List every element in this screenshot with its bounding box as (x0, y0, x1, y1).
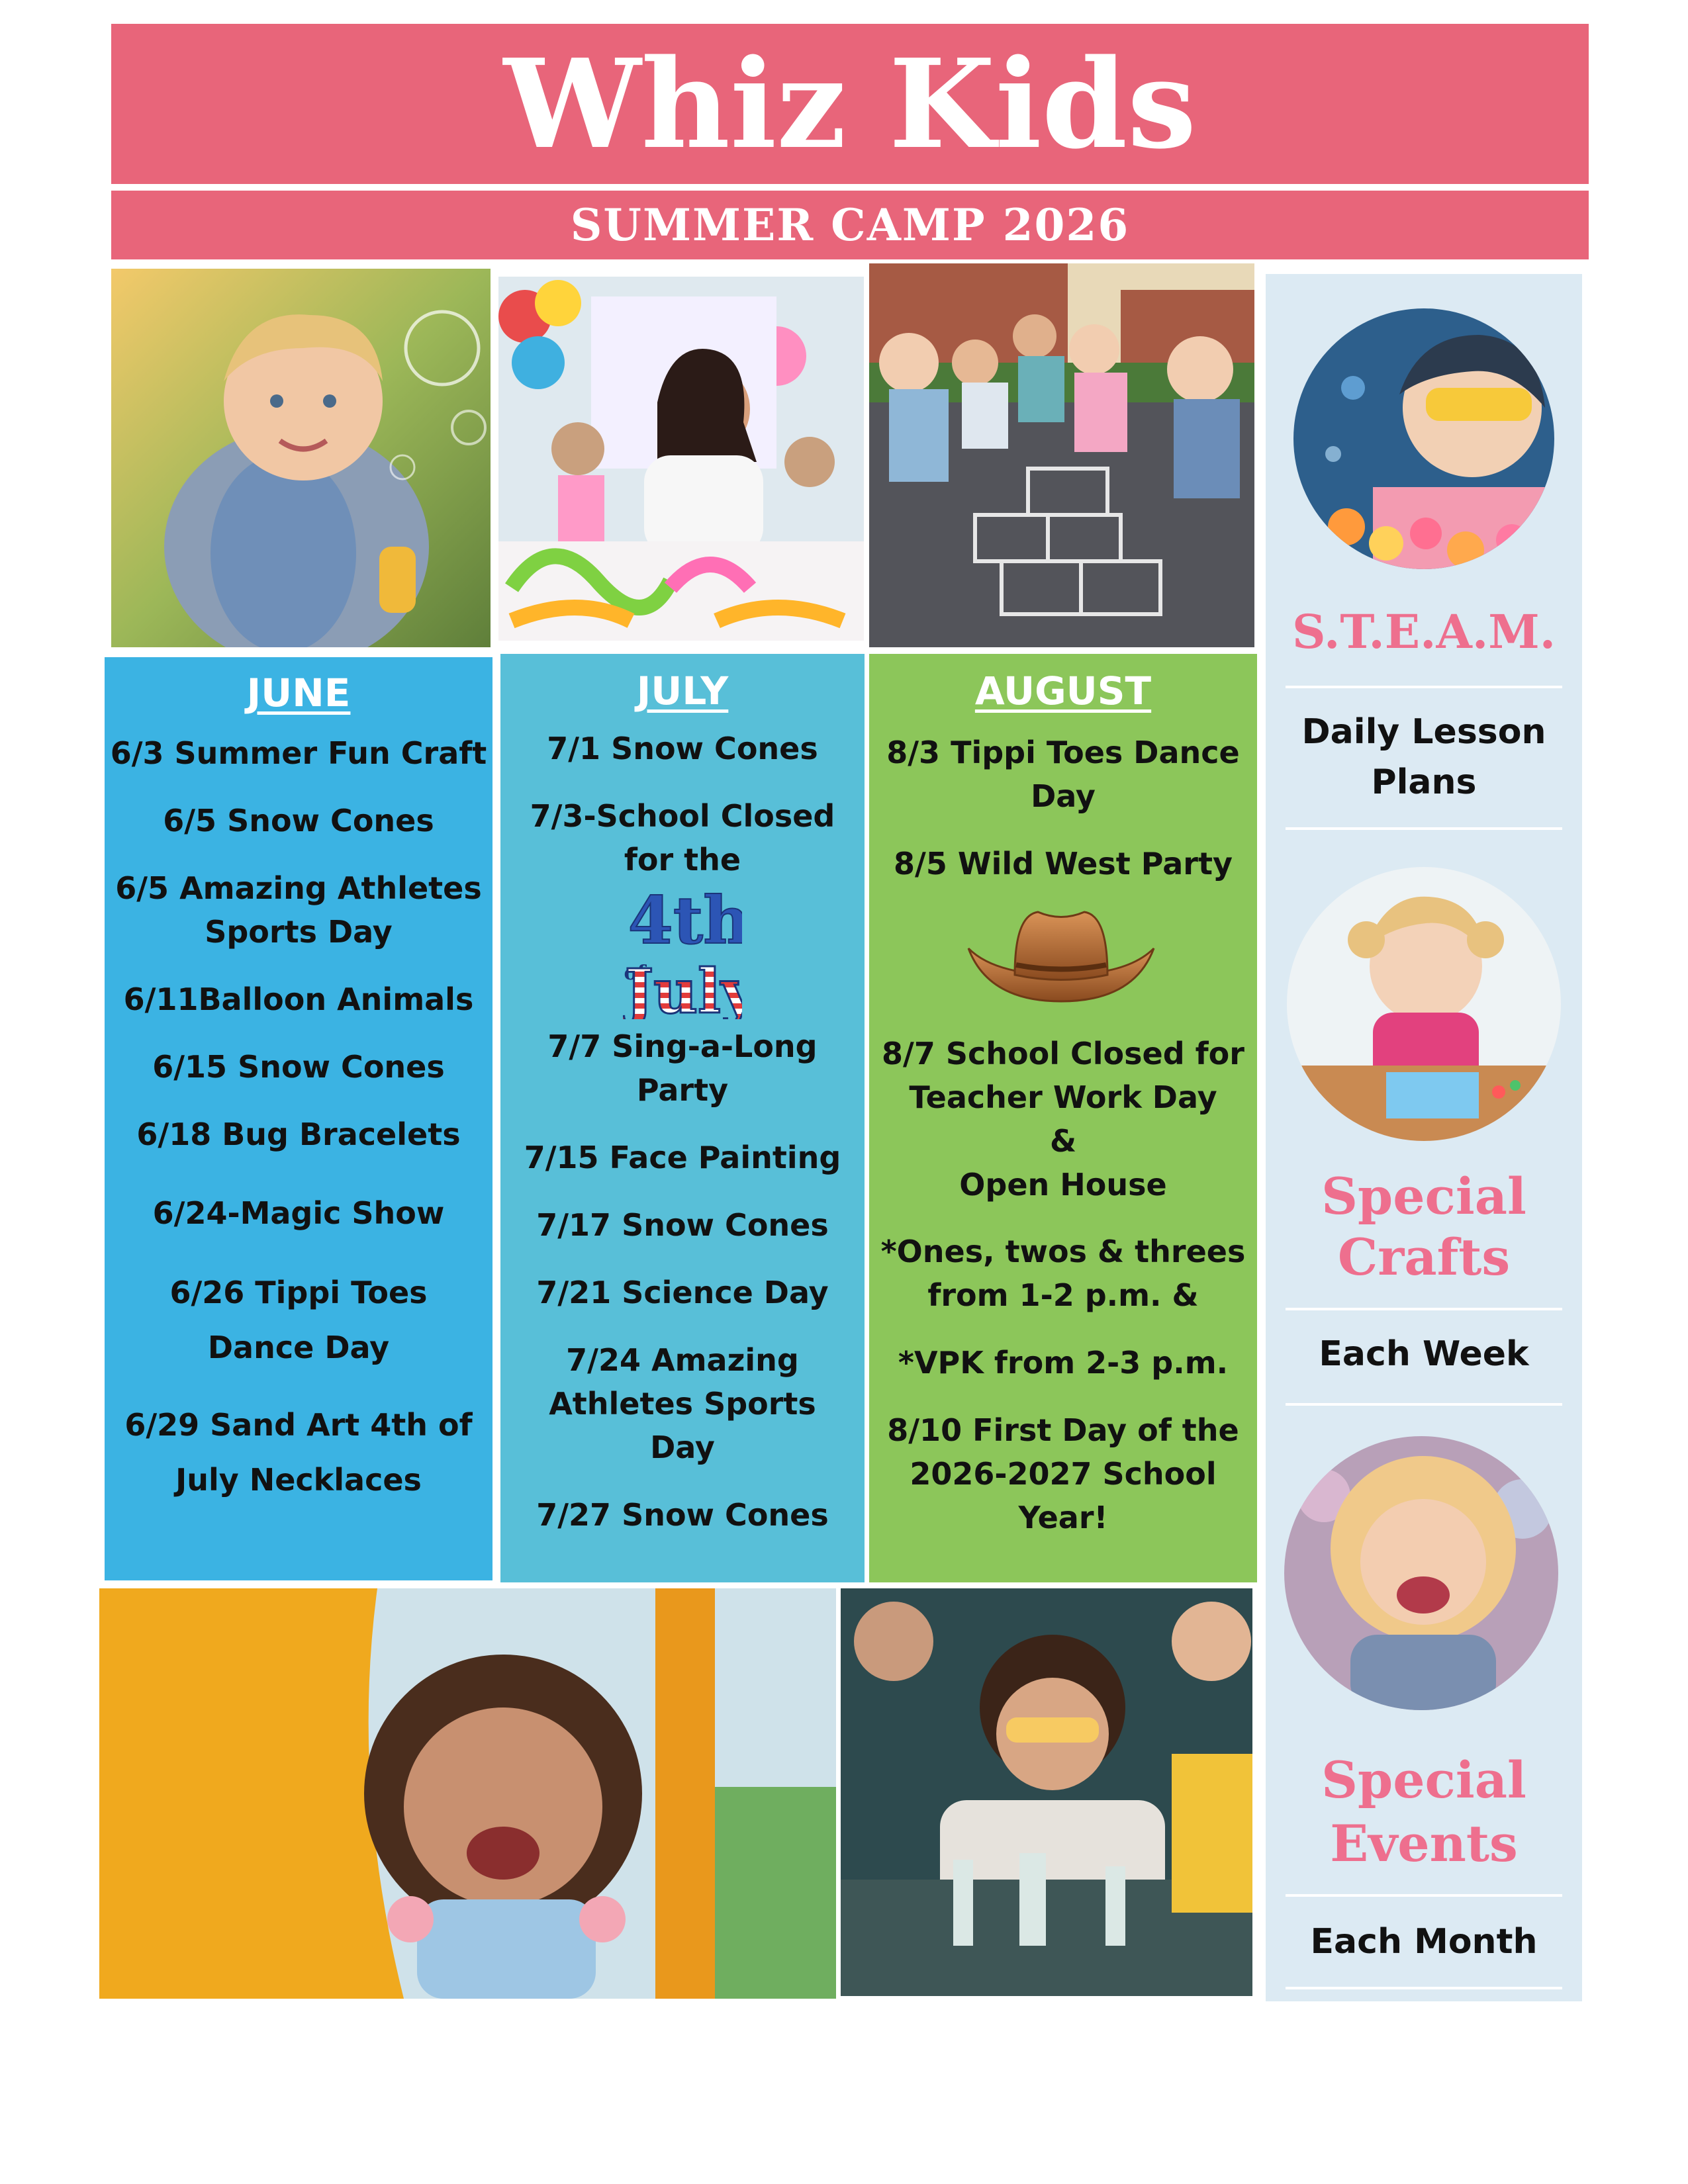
july-event: 7/17 Snow Cones (536, 1207, 829, 1243)
august-event: Day (1031, 778, 1096, 814)
cowboy-hat-icon (962, 902, 1160, 1015)
steam-text-line-2: Plans (1371, 762, 1477, 802)
events-heading-line-1: Special (1321, 1751, 1526, 1809)
june-event: 6/3 Summer Fun Craft (110, 735, 487, 771)
august-event: Teacher Work Day (909, 1079, 1217, 1115)
august-event: from 1-2 p.m. & (927, 1277, 1199, 1313)
crafts-text: Each Week (1319, 1334, 1529, 1374)
photo-boy-bubbles (111, 269, 491, 647)
august-event: *Ones, twos & threes (880, 1234, 1246, 1269)
steam-photo (1293, 308, 1554, 569)
june-event: Dance Day (207, 1330, 390, 1365)
june-event: Sports Day (205, 914, 393, 950)
steam-text-line-1: Daily Lesson (1301, 712, 1546, 752)
june-column (105, 657, 492, 1580)
june-event: 6/18 Bug Bracelets (136, 1116, 461, 1152)
divider (1286, 686, 1562, 688)
sidebar (1266, 274, 1582, 2001)
july-event: 7/24 Amazing (566, 1342, 799, 1378)
june-event: 6/5 Snow Cones (163, 803, 434, 839)
august-event: 2026-2027 School (910, 1456, 1217, 1492)
events-photo (1284, 1436, 1558, 1710)
divider (1286, 1987, 1562, 1989)
page-title: Whiz Kids (503, 32, 1197, 176)
july-event: Party (636, 1072, 729, 1108)
august-event: 8/7 School Closed for (882, 1036, 1244, 1071)
july-event: Day (650, 1430, 715, 1465)
august-event: Year! (1018, 1500, 1108, 1535)
july-event: for the (624, 842, 741, 878)
june-event: July Necklaces (175, 1462, 422, 1498)
july-heading: JULY (636, 668, 729, 713)
divider (1286, 827, 1562, 830)
july-event: 7/3-School Closed (530, 798, 835, 834)
august-event: Open House (959, 1167, 1167, 1203)
july-event: 7/21 Science Day (536, 1275, 829, 1310)
august-event: & (1049, 1123, 1077, 1159)
events-text: Each Month (1310, 1922, 1538, 1962)
june-event: 6/11Balloon Animals (123, 981, 474, 1017)
photo-teacher-crafts (498, 277, 864, 641)
june-event: 6/26 Tippi Toes (169, 1275, 428, 1310)
august-event: 8/5 Wild West Party (894, 846, 1233, 882)
photo-science-lab (841, 1588, 1252, 1996)
divider (1286, 1403, 1562, 1406)
july-event: Athletes Sports (549, 1386, 816, 1422)
july-column (500, 654, 865, 1582)
crafts-photo (1287, 867, 1561, 1141)
photo-hopscotch (869, 263, 1254, 647)
crafts-heading-line-2: Crafts (1337, 1228, 1511, 1287)
august-event: *VPK from 2-3 p.m. (898, 1345, 1229, 1381)
june-event: 6/5 Amazing Athletes (115, 870, 482, 906)
june-heading: JUNE (246, 670, 351, 715)
july-event: 7/27 Snow Cones (536, 1497, 829, 1533)
july-event: 7/7 Sing-a-Long (547, 1028, 818, 1064)
august-event: 8/3 Tippi Toes Dance (886, 735, 1240, 770)
divider (1286, 1308, 1562, 1310)
events-heading-line-2: Events (1330, 1814, 1518, 1873)
july-event: 7/15 Face Painting (524, 1140, 841, 1175)
badge-4th-text: 4th (628, 887, 742, 959)
crafts-heading-line-1: Special (1321, 1167, 1526, 1226)
june-event: 6/24-Magic Show (152, 1195, 445, 1231)
badge-of-text: of (624, 962, 646, 985)
divider (1286, 1894, 1562, 1897)
june-event: 6/15 Snow Cones (152, 1049, 445, 1085)
photo-girl-slide (99, 1588, 836, 1999)
august-heading: AUGUST (974, 668, 1152, 713)
july-event: 7/1 Snow Cones (547, 731, 818, 766)
fourth-of-july-icon (623, 887, 742, 1019)
june-event: 6/29 Sand Art 4th of (124, 1407, 473, 1443)
badge-july-text: July (624, 956, 742, 1019)
august-event: 8/10 First Day of the (887, 1412, 1239, 1448)
august-column (869, 654, 1257, 1582)
page-subtitle: SUMMER CAMP 2026 (570, 199, 1130, 251)
steam-heading: S.T.E.A.M. (1291, 604, 1556, 659)
